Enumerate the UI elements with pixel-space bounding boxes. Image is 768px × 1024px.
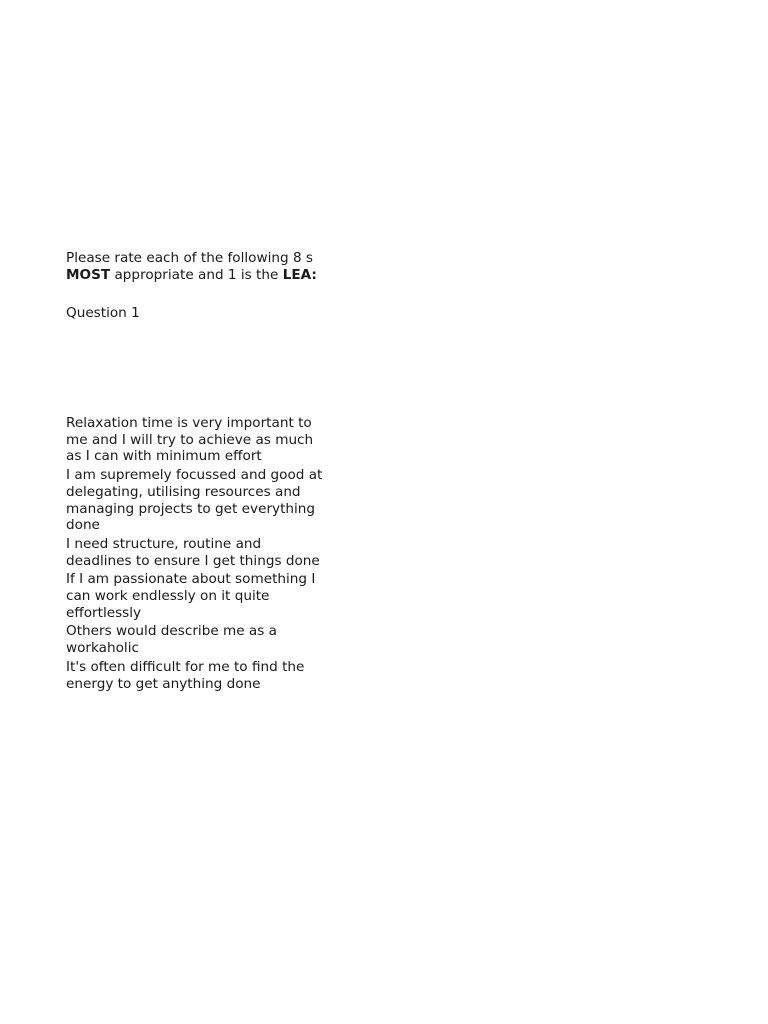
instructions-line-2-middle: appropriate and 1 is the bbox=[110, 267, 283, 283]
statement-item: Relaxation time is very important to me and I will try to achieve as much as I can with minimum effort bbox=[66, 415, 314, 465]
most-emphasis: MOST bbox=[66, 267, 111, 283]
instructions-text bbox=[66, 250, 325, 284]
statement-list bbox=[66, 415, 326, 694]
instructions-line-1: Please rate each of the following 8 s bbox=[66, 250, 314, 266]
least-emphasis: LEA: bbox=[282, 267, 317, 283]
statement-item: I need structure, routine and deadlines to ensure I get things done bbox=[66, 535, 320, 569]
instructions-line-2 bbox=[66, 267, 325, 284]
question-label: Question 1 bbox=[66, 305, 140, 321]
statement-item: It's often difficult for me to find the energy to get anything done bbox=[66, 658, 305, 692]
statement-item: I am supremely focussed and good at delegating, utilising resources and managing projects to get everything done bbox=[66, 467, 323, 534]
statement-item: Others would describe me as a workaholic bbox=[66, 623, 277, 657]
statement-item: If I am passionate about something I can work endlessly on it quite effortlessly bbox=[66, 571, 316, 621]
